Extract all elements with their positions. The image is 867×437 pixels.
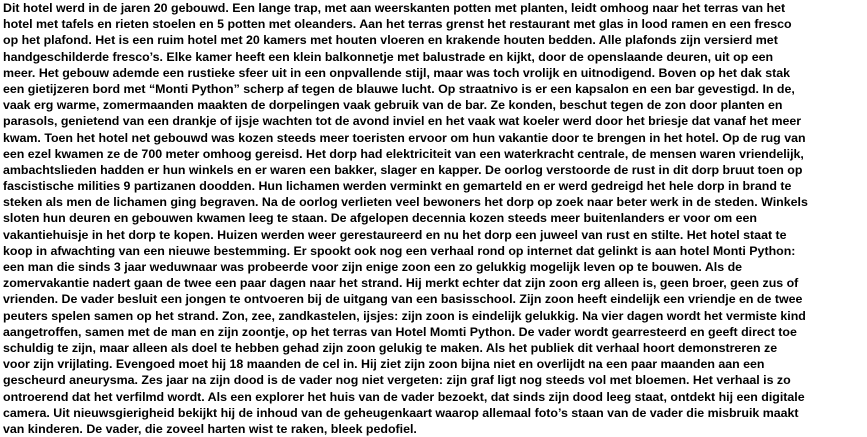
text-line-12: fascistische milities 9 partizanen doodden. Hun lichamen werden verminkt en gemarteld en er werd gedreigd het hele dorp in brand te (3, 179, 792, 194)
text-line-11: ambachtslieden hadden er hun winkels en er waren een bakker, slager en kapper. De oorlog verstoorde de rust in dit dorp bruut toen op (3, 162, 803, 177)
text-line-8: parasols, genietend van een drankje of ijsje wachten tot de avond inviel en het vaak wat koeler werd door het briesje dat vanaf het meer (3, 114, 802, 129)
text-line-3: op het plafond. Het is een ruim hotel met 20 kamers met houten vloeren en krakende houten bedden. Alle plafonds zijn versierd met (3, 33, 778, 48)
text-line-5: meer. Het gebouw ademde een rustieke sfeer uit in een onpvallende stijl, maar was toch vrolijk en uitnodigend. Boven op het dak stak (3, 65, 791, 80)
text-line-26: camera. Uit nieuwsgierigheid bekijkt hij de inhoud van de geheugenkaart waarop allemaal foto’s staan van de vader die misbruik maakt (3, 405, 799, 420)
text-line-20: peuters spelen samen op het strand. Zon, zee, zandkastelen, ijsjes: zijn zoon is eindelijk gelukkig. Na vier dagen wordt het vermiste kind (3, 308, 806, 323)
text-line-27: van kinderen. De vader, die zoveel harten wist te raken, bleek pedofiel. (3, 421, 417, 436)
text-line-9: kwam. Toen het hotel net gebouwd was kozen steeds meer toeristen ervoor om hun vakantie door te brengen in het hotel. Op de rug van (3, 130, 806, 145)
text-line-14: sloten hun deuren en gebouwen kwamen leeg te staan. De afgelopen decennia kozen steeds meer buitenlanders er voor om een (3, 211, 757, 226)
text-line-24: gescheurd aneurysma. Zes jaar na zijn dood is de vader nog niet vergeten: zijn graf ligt nog steeds vol met bloemen. Het verhaal is zo (3, 373, 791, 388)
text-line-18: zomervakantie nadert gaan de twee een paar dagen naar het strand. Hij merkt echter dat zijn zoon erg alleen is, geen broer, geen zus of (3, 276, 799, 291)
text-line-1: Dit hotel werd in de jaren 20 gebouwd. Een lange trap, met aan weerskanten potten met planten, leidt omhoog naar het terras van het (3, 1, 786, 15)
text-line-4: handgeschilderde fresco’s. Elke kamer heeft een klein balkonnetje met balustrade en kijkt, door de openslaande deuren, uit op een (3, 49, 774, 64)
text-line-2: hotel met tafels en rieten stoelen en 5 potten met oleanders. Aan het terras grenst het restaurant met glas in lood ramen en een fresco (3, 17, 792, 32)
text-line-17: een man die sinds 3 jaar weduwnaar was probeerde voor zijn enige zoon een zo gelukkig mogelijk leven op te bouwen. Als de (3, 260, 743, 274)
text-line-19: vrienden. De vader besluit een jongen te ontvoeren bij de uitgang van een basisschool. Zijn zoon heeft eindelijk een vriendje en de twee (3, 292, 803, 307)
text-line-15: vakantiehuisje in het dorp te kopen. Huizen werden weer gerestaureerd en nu het dorp een juweel van rust en stilte. Het hotel staat te (3, 227, 787, 242)
text-line-13: steken als men de lichamen ging begraven. Na de oorlog verlieten veel bewoners het dorp op zoek naar beter werk in de steden. Winkels (3, 195, 808, 210)
text-line-23: voor zijn vrijlating. Evengoed moet hij 18 maanden de cel in. Hij ziet zijn zoon bijna niet en overlijdt na een paar maanden aan een (3, 357, 765, 372)
text-line-6: een gietijzeren bord met “Monti Python” scherp af tegen de blauwe lucht. Op straatnivo is er een kapsalon en een bar gevestigd. In de, (3, 81, 795, 96)
text-line-25: ontroerend dat het verfilmd wordt. Als een explorer het huis van de vader bezoekt, dat sinds zijn dood leeg staat, ontdekt hij een digitale (3, 389, 805, 404)
text-line-16: koop in afwachting van een nieuwe bestemming. Er spookt ook nog een verhaal rond op internet dat gelinkt is aan hotel Monti Python: (3, 243, 796, 258)
text-line-10: een ezel kwamen ze de 700 meter omhoog gereisd. Het dorp had elektriciteit van een waterkracht centrale, de mensen waren vriendelijk, (3, 146, 804, 161)
text-line-21: aangetroffen, samen met de man en zijn zoontje, op het terras van Hotel Momti Python. De vader wordt gearresteerd en geeft direct toe (3, 324, 797, 339)
text-line-7: vaak erg warme, zomermaanden maakten de dorpelingen vaak gebruik van de bar. Ze konden, beschut tegen de zon door planten en (3, 98, 783, 113)
text-line-22: schuldig te zijn, maar alleen als doel te hebben gehad zijn zoon gelukig te maken. Als het publiek dit verhaal hoort demonstreren ze (3, 340, 778, 355)
